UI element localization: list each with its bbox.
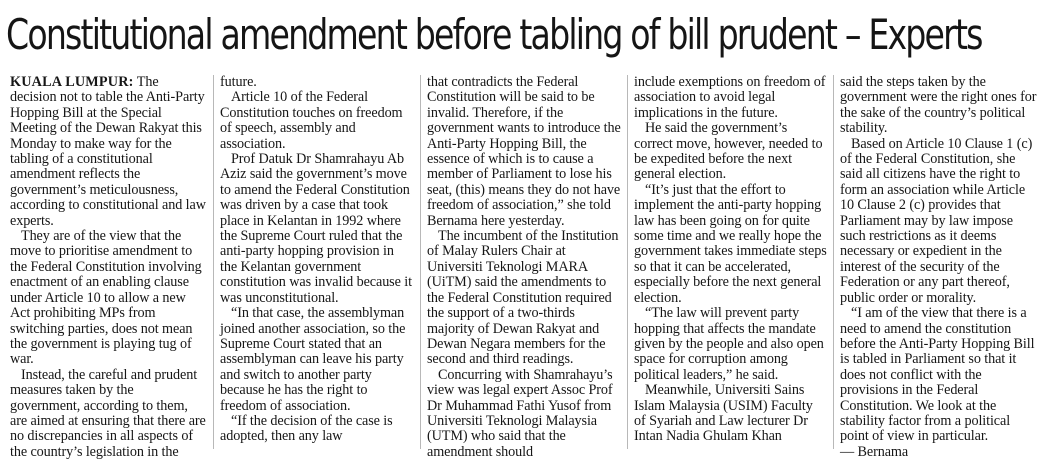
paragraph: future. (220, 74, 257, 90)
paragraph: that contradicts the Federal Constitution will be said to be invalid. Therefore, if the government wants to introduce the Anti-Party Hopping Bill, the essence of which is to cause a member of Parliament to lose his seat, (this) means they do not have freedom of association,” she told Bernama here yesterday. (427, 74, 621, 229)
article-body (8, 74, 1040, 460)
paragraph: include exemptions on freedom of association to avoid legal implications in the future. (634, 74, 826, 121)
paragraph: “If the decision of the case is adopted, then any law (220, 412, 393, 445)
paragraph: They are of the view that the move to prioritise amendment to the Federal Constitution involving enactment of an enabling clause under Article 10 to allow a new Act prohibiting MPs from switching parties, does not mean the government is playing tug of war. (10, 228, 202, 368)
column-4 (627, 75, 833, 449)
paragraph: Article 10 of the Federal Constitution touches on freedom of speech, assembly and association. (220, 89, 403, 152)
paragraph: Prof Datuk Dr Shamrahayu Ab Aziz said the government’s move to amend the Federal Constitution was driven by a case that took place in Kelantan in 1992 where the Supreme Court ruled that the anti-party hopping provision in the Kelantan government constitution was invalid because it was unconstitutional. (220, 151, 412, 306)
paragraph: said the steps taken by the government were the right ones for the sake of the country’s political stability. (840, 74, 1037, 137)
headline: Constitutional amendment before tabling of bill prudent – Experts (6, 10, 982, 59)
column-3 (420, 74, 627, 460)
column-1 (8, 74, 213, 460)
column-5 (833, 74, 1040, 460)
paragraph (10, 75, 207, 229)
paragraph: “The law will prevent party hopping that affects the mandate given by the people and also open space for corruption among political leaders,” he said. (634, 305, 824, 383)
paragraph: “I am of the view that there is a need to amend the constitution before the Anti-Party Hopping Bill is tabled in Parliament so that it does not conflict with the provisions in the Federal Constitution. We look at the stability factor from a political point of view in particular. (840, 305, 1035, 445)
byline: — Bernama (840, 443, 909, 460)
paragraph: Based on Article 10 Clause 1 (c) of the Federal Constitution, she said all citizens have the right to form an association while Article 10 Clause 2 (c) provides that Parliament may by law impose such restrictions as it deems necessary or expedient in the interest of the security of the Federation or any part thereof, public order or morality. (840, 135, 1033, 306)
paragraph: He said the government’s correct move, however, needed to be expedited before the next general election. (634, 120, 823, 183)
paragraph: Concurring with Shamrahayu’s view was legal expert Assoc Prof Dr Muhammad Fathi Yusof from Universiti Teknologi Malaysia (UTM) who said that the amendment should (427, 366, 613, 460)
dateline: KUALA LUMPUR: (10, 74, 134, 90)
paragraph: The incumbent of the Institution of Malay Rulers Chair at Universiti Teknologi MARA (UiTM) said the amendments to the Federal Constitution required the support of a two-thirds majority of Dewan Rakyat and Dewan Negara members for the second and third readings. (427, 228, 619, 368)
lead-text: The decision not to table the Anti-Party Hopping Bill at the Special Meeting of the Dewan Rakyat this Monday to make way for the tabling of a constitutional amendment reflects the government’s meticulousness, according to constitutional and law experts. (10, 74, 206, 229)
paragraph: “It’s just that the effort to implement the anti-party hopping law has been going on for quite some time and we really hope the government takes immediate steps so that it can be accelerated, especially before the next general election. (634, 181, 827, 306)
paragraph: Meanwhile, Universiti Sains Islam Malaysia (USIM) Faculty of Syariah and Law lecturer Dr Intan Nadia Ghulam Khan (634, 382, 813, 445)
column-2 (213, 75, 420, 449)
paragraph: Instead, the careful and prudent measures taken by the government, according to them, are aimed at ensuring that there are no discrepancies in all aspects of the country’s legislation in the (10, 366, 206, 460)
paragraph: “In that case, the assemblyman joined another association, so the Supreme Court stated that an assemblyman can leave his party and switch to another party because he has the right to freedom of association. (220, 305, 406, 414)
